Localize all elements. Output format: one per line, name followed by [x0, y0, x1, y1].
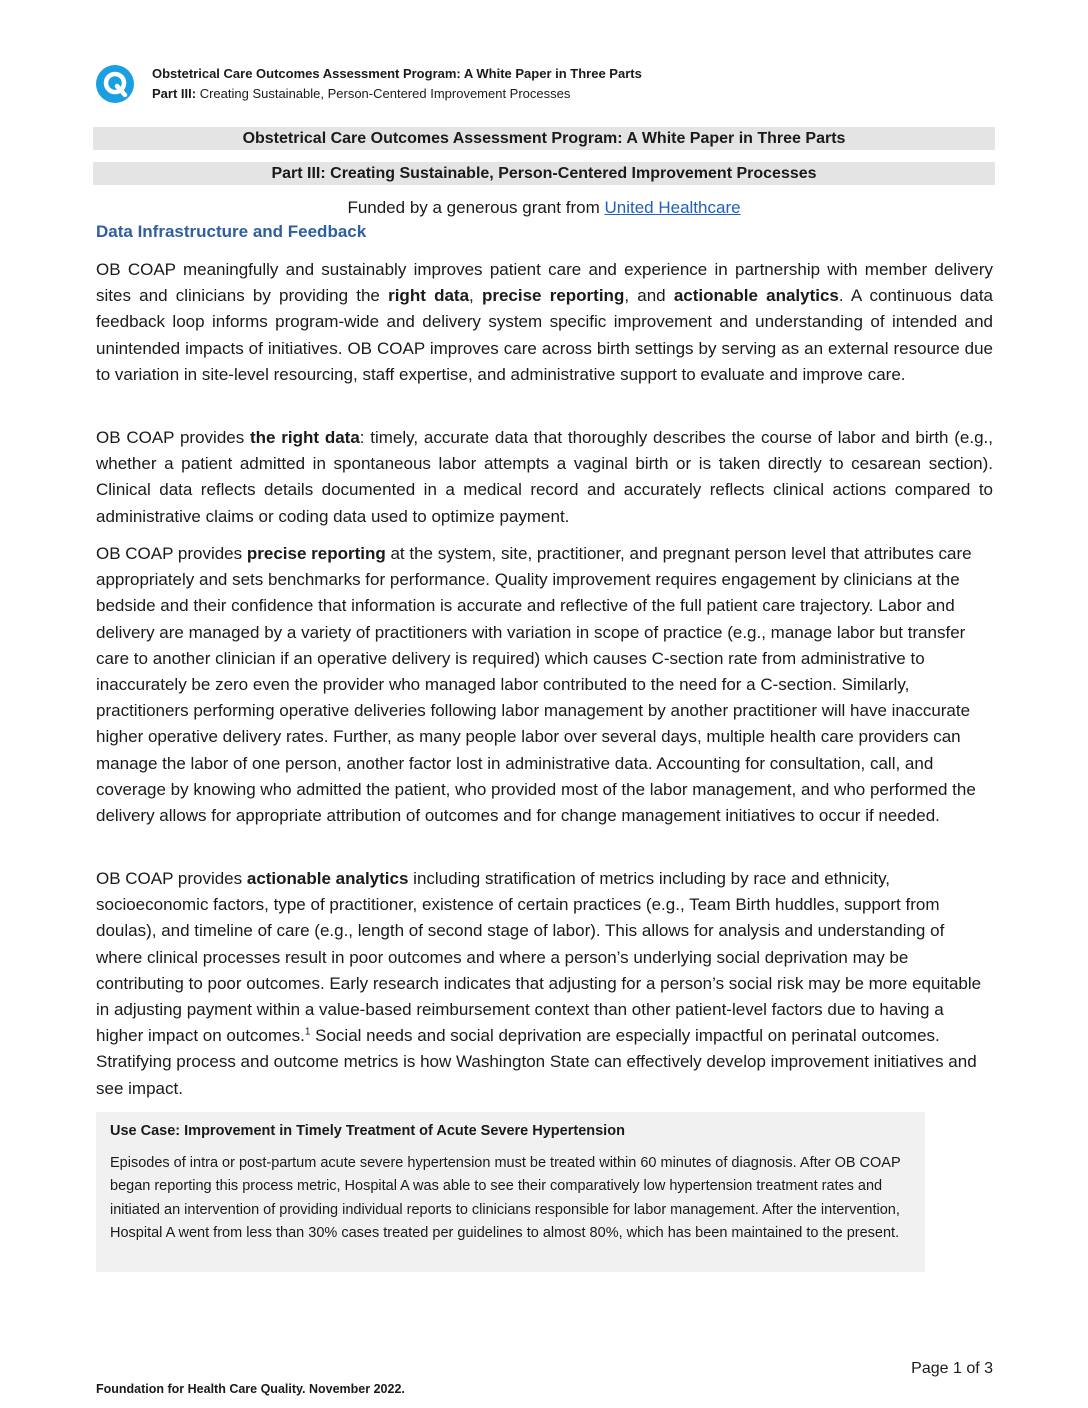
page-footer: Foundation for Health Care Quality. November 2022.	[96, 1382, 405, 1396]
text-run: . A continuous data feedback loop informs program-wide and delivery system specific improvement and understanding of intended and unintended impacts of initiatives. OB COAP improves care across birth settings by serving as an external resource due to variation in site-level resourcing, staff expertise, and administrative support to evaluate and improve care.	[96, 286, 994, 384]
emphasis-actionable-analytics: actionable analytics	[673, 286, 839, 306]
text-run: including stratification of metrics including by race and ethnicity, socioeconomic factors, type of practitioner, existence of certain practices (e.g., Team Birth huddles, support from doulas), and timeline of care (e.g., length of second stage of labor). This allows for analysis and understanding of where clinical processes result in poor outcomes and where a person’s underlying social deprivation may be contributing to poor outcomes. Early research indicates that adjusting for a person’s social risk may be more equitable in adjusting payment within a value-based reimbursement context than other patient-level factors due to having a higher impact on outcomes.	[96, 869, 982, 1046]
text-run: OB COAP provides	[96, 544, 247, 563]
paragraph-right-data	[96, 425, 993, 530]
use-case-box	[96, 1112, 925, 1272]
text-run: OB COAP meaningfully and sustainably improves patient care and experience in partnership with member delivery sites and clinicians by providing the	[96, 260, 993, 306]
emphasis-right-data: right data	[388, 286, 470, 306]
running-header-title: Obstetrical Care Outcomes Assessment Program: A White Paper in Three Parts	[152, 66, 642, 81]
united-healthcare-link[interactable]: United Healthcare	[604, 198, 741, 217]
use-case-text: Episodes of intra or post-partum acute severe hypertension must be treated within 60 minutes of diagnosis. After OB COAP began reporting this process metric, Hospital A was able to see their comparatively low hypertension treatment rates and initiated an intervention of providing individual reports to clinicians responsible for labor management. After the intervention, Hospital A went from less than 30% cases treated per guidelines to almost 80%, which has been maintained to the present.	[110, 1155, 901, 1241]
running-header-part-title: Creating Sustainable, Person-Centered Improvement Processes	[196, 86, 571, 101]
emphasis-the-right-data: the right data	[250, 428, 360, 447]
running-header-subtitle	[152, 86, 570, 101]
text-run: : timely, accurate data that thoroughly describes the course of labor and birth (e.g., whether a patient admitted in spontaneous labor attempts a vaginal birth or is taken directly to cesarean section). Clinical data reflects details documented in a medical record and accurately reflects clinical actions compared to administrative claims or coding data used to optimize payment.	[96, 428, 994, 526]
text-run: Social needs and social deprivation are especially impactful on perinatal outcomes. Stratifying process and outcome metrics is how Washington State can effectively develop improvement initiatives and see impact.	[96, 1026, 977, 1098]
footnote-marker[interactable]: 1	[304, 1026, 311, 1038]
emphasis-precise-reporting: precise reporting	[246, 544, 386, 563]
paragraph-intro	[96, 257, 993, 388]
running-header-part: Part III:	[152, 86, 197, 101]
text-run: ,	[469, 286, 482, 306]
paragraph-actionable-analytics	[96, 866, 993, 1102]
text-run: OB COAP provides	[96, 428, 251, 447]
document-subtitle: Part III: Creating Sustainable, Person-Centered Improvement Processes	[93, 162, 995, 185]
text-run: OB COAP provides	[96, 869, 247, 888]
funding-note-text: Funded by a generous grant from	[347, 198, 605, 217]
text-run: at the system, site, practitioner, and pregnant person level that attributes care appropriately and sets benchmarks for performance. Quality improvement requires engagement by clinicians at the bedside and their confidence that information is accurate and reflective of the full patient care trajectory. Labor and delivery are managed by a variety of practitioners with variation in scope of practice (e.g., manage labor but transfer care to another clinician if an operative delivery is required) which causes C-section rate from administrative to inaccurately be zero even the provider who managed labor contributed to the need for a C-section. Similarly, practitioners performing operative deliveries following labor management by another practitioner will have inaccurate higher operative delivery rates. Further, as many people labor over several days, multiple health care providers can manage the labor of one person, another factor lost in administrative data. Accounting for consultation, call, and coverage by knowing who admitted the patient, who provided most of the labor management, and who performed the delivery allows for appropriate attribution of outcomes and for change management initiatives to occur if needed.	[96, 544, 976, 826]
emphasis-actionable-analytics: actionable analytics	[246, 869, 409, 888]
funding-note	[93, 198, 995, 218]
text-run: , and	[624, 286, 674, 306]
emphasis-precise-reporting: precise reporting	[481, 286, 625, 306]
foundation-logo-icon	[96, 65, 134, 103]
page-number: Page 1 of 3	[911, 1360, 993, 1377]
document-title: Obstetrical Care Outcomes Assessment Program: A White Paper in Three Parts	[93, 127, 995, 150]
section-heading: Data Infrastructure and Feedback	[96, 222, 367, 241]
paragraph-precise-reporting	[96, 541, 993, 829]
use-case-title: Use Case: Improvement in Timely Treatment of Acute Severe Hypertension	[110, 1123, 625, 1139]
